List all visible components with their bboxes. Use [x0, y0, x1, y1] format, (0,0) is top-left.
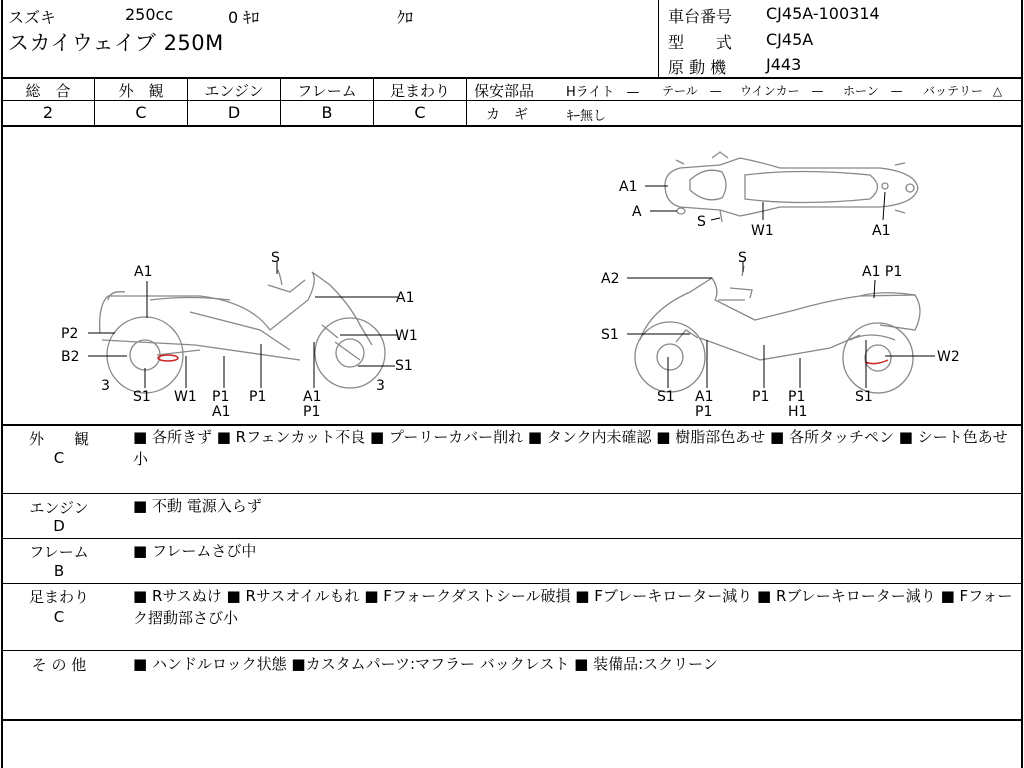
label-right-0: A2: [601, 271, 620, 287]
label-right-2: A1 P1: [862, 264, 903, 280]
note-frame-grade: B: [53, 562, 65, 580]
label-right-1: S: [738, 250, 747, 266]
safety-winker-name: ウインカー: [740, 84, 800, 98]
score-suspension-label: 足まわり: [389, 82, 450, 100]
label-right-11: S1: [855, 389, 873, 405]
label-left-15: 3: [376, 378, 385, 394]
damage-diagram: [0, 126, 1024, 424]
score-total-value: 2: [42, 103, 54, 122]
note-frame-text: ■ フレームさび中: [133, 542, 257, 560]
header-divider: [658, 0, 659, 78]
note-engine-text: ■ 不動 電源入らず: [133, 497, 262, 515]
notes-bottom-rule: [1, 719, 1023, 721]
label-left-7: 3: [101, 378, 110, 394]
safety-headlight-name: Hライト: [566, 85, 615, 100]
safety-tail: [662, 82, 722, 99]
safety-battery-value: △: [992, 84, 1003, 98]
label-top-4: A1: [872, 223, 891, 239]
note-exterior-text: ■ 各所きず ■ Rフェンカット不良 ■ プーリーカバー削れ ■ タンク内未確認 ■ 樹脂部色あせ ■ 各所タッチペン ■ シート色あせ小: [133, 428, 1008, 468]
label-right-7: P1: [695, 404, 713, 420]
score-col-5: [466, 78, 467, 126]
safety-label: 保安部品: [474, 82, 535, 100]
label-right-3: S1: [601, 327, 619, 343]
label-right-4: W2: [937, 349, 960, 365]
safety-winker: [740, 82, 823, 99]
safety-tail-name: テール: [662, 84, 698, 98]
note-other-text: ■ ハンドルロック状態 ■カスタムパーツ:マフラー バックレスト ■ 装備品:スクリーン: [133, 655, 718, 673]
label-left-10: P1: [212, 389, 230, 405]
frame-no: CJ45A-100314: [766, 4, 880, 23]
label-left-12: P1: [249, 389, 267, 405]
safety-winker-value: —: [811, 84, 824, 98]
model-name: スカイウェイブ 250M: [8, 31, 224, 55]
score-engine-value: D: [227, 103, 241, 122]
label-right-8: P1: [752, 389, 770, 405]
note-engine-grade: D: [53, 517, 65, 535]
note-exterior-grade: C: [53, 449, 65, 467]
safety-headlight-value: —: [626, 85, 640, 100]
score-exterior-label: 外 観: [118, 82, 164, 100]
notes-rule-4: [1, 650, 1023, 651]
score-frame-value: B: [321, 103, 333, 122]
label-top-3: W1: [751, 223, 774, 239]
label-left-14: P1: [303, 404, 321, 420]
score-engine-label: エンジン: [204, 82, 264, 100]
frame-no-label: 車台番号: [668, 7, 733, 26]
notes-rule-1: [1, 493, 1023, 494]
safety-horn-name: ホーン: [843, 84, 879, 98]
label-top-0: A1: [619, 179, 638, 195]
safety-horn-value: —: [890, 84, 903, 98]
score-total-label: 総 合: [25, 82, 71, 100]
damage-mark-left-muffler: [158, 355, 178, 361]
safety-tail-value: —: [709, 84, 722, 98]
note-suspension-label: 足まわり: [28, 588, 89, 606]
label-left-5: B2: [61, 349, 80, 365]
label-left-4: W1: [395, 328, 418, 344]
damage-mark-right-rear: [865, 360, 888, 364]
label-left-13: A1: [303, 389, 322, 405]
type-label: 型 式: [668, 33, 733, 52]
label-right-10: H1: [788, 404, 808, 420]
displacement: 250cc: [125, 5, 174, 24]
label-left-11: A1: [212, 404, 231, 420]
safety-battery-name: バッテリー: [923, 84, 984, 98]
score-exterior-value: C: [135, 103, 147, 122]
notes-rule-2: [1, 538, 1023, 539]
label-right-9: P1: [788, 389, 806, 405]
mileage: 0 ｷﾛ: [228, 8, 260, 27]
label-left-1: S: [271, 250, 280, 266]
label-left-2: A1: [396, 290, 415, 306]
engine-label: 原 動 機: [668, 58, 727, 77]
note-engine-label: エンジン: [29, 499, 89, 517]
maker: スズキ: [8, 8, 57, 27]
safety-horn: [843, 82, 903, 99]
safety-headlight: [566, 81, 640, 100]
label-left-0: A1: [134, 264, 153, 280]
label-left-8: S1: [133, 389, 151, 405]
label-left-3: P2: [61, 326, 79, 342]
safety-battery: [923, 82, 1002, 99]
label-left-9: W1: [174, 389, 197, 405]
note-suspension-grade: C: [53, 608, 65, 626]
label-right-6: A1: [695, 389, 714, 405]
notes-rule-3: [1, 583, 1023, 584]
score-frame-label: フレーム: [297, 82, 357, 100]
header-bottom-rule: [1, 77, 1023, 79]
note-exterior-label: 外 観: [28, 430, 89, 448]
key-label: カ ギ: [486, 107, 528, 123]
label-top-2: S: [697, 214, 706, 230]
scooter-left-view-sketch: [100, 270, 385, 393]
note-suspension-text: ■ Rサスぬけ ■ Rサスオイルもれ ■ Fフォークダストシール破損 ■ Fブレーキローター減り ■ Rブレーキローター減り ■ Fフォーク摺動部さび小: [133, 587, 1013, 627]
label-top-1: A: [632, 204, 642, 220]
score-suspension-value: C: [414, 103, 426, 122]
note-other-label: そ の 他: [31, 656, 87, 674]
engine-value: J443: [766, 55, 802, 74]
type-value: CJ45A: [766, 30, 814, 49]
label-right-5: S1: [657, 389, 675, 405]
note-frame-label: フレーム: [29, 543, 89, 561]
color: ｸﾛ: [397, 8, 414, 27]
key-value: ｷｰ無し: [567, 109, 607, 124]
scooter-right-view-sketch: [635, 266, 920, 393]
label-left-6: S1: [395, 358, 413, 374]
scooter-top-view-sketch: [665, 152, 918, 222]
